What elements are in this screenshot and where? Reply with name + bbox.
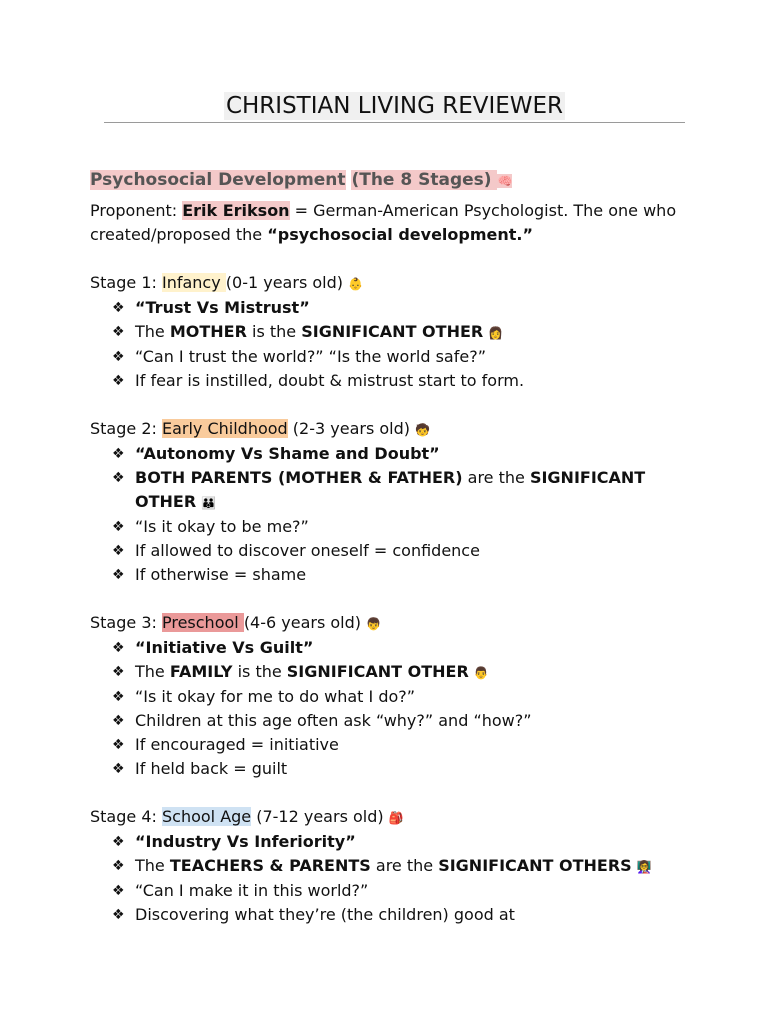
man-icon: 👨 [473, 666, 489, 680]
document-body [90, 168, 690, 927]
family-icon: 👪 [201, 496, 217, 510]
list-item: ❖ “Is it okay for me to do what I do?” [90, 685, 690, 709]
list-item: ❖ “Can I make it in this world?” [90, 879, 690, 903]
heading-part2: (The 8 Stages) [351, 170, 492, 190]
bullet-diamond-icon: ❖ [112, 446, 125, 462]
bullet-diamond-icon: ❖ [112, 373, 125, 389]
child-icon: 🧒 [415, 423, 431, 437]
list-item: ❖ If allowed to discover oneself = confidence [90, 539, 690, 563]
stage-heading [90, 271, 690, 296]
stage-label: Stage 3: [90, 613, 162, 632]
proponent-name: Erik Erikson [182, 201, 290, 220]
bullet-diamond-icon: ❖ [112, 883, 125, 899]
bullet-diamond-icon: ❖ [112, 713, 125, 729]
bullet-diamond-icon: ❖ [112, 689, 125, 705]
stage-2 [90, 417, 690, 587]
document-title: CHRISTIAN LIVING REVIEWER [225, 93, 564, 119]
bullet-diamond-icon: ❖ [112, 470, 125, 486]
stage-name: Early Childhood [161, 419, 288, 438]
title-wrap [104, 92, 685, 120]
proponent-paragraph [90, 199, 690, 247]
list-item: ❖ If encouraged = initiative [90, 733, 690, 757]
proponent-desc: = German-American Psychologist. The one who created/proposed the [90, 201, 677, 244]
list-item: ❖ “Autonomy Vs Shame and Doubt” [90, 442, 690, 466]
proponent-label: Proponent: [90, 201, 183, 220]
stage-bullets [90, 830, 690, 927]
stage-label: Stage 2: [90, 419, 162, 438]
list-item: ❖ If fear is instilled, doubt & mistrust start to form. [90, 369, 690, 393]
stage-bullets [90, 296, 690, 393]
title-divider [104, 122, 685, 123]
proponent-bold: “psychosocial development.” [267, 225, 534, 244]
bullet-diamond-icon: ❖ [112, 737, 125, 753]
backpack-icon: 🎒 [388, 811, 404, 825]
list-item: ❖ If otherwise = shame [90, 563, 690, 587]
stage-bullets [90, 636, 690, 781]
list-item: ❖ The MOTHER is the SIGNIFICANT OTHER 👩 [90, 320, 690, 345]
stage-bullets [90, 442, 690, 587]
list-item: ❖ “Is it okay to be me?” [90, 515, 690, 539]
stage-name: School Age [161, 807, 252, 826]
list-item: ❖ If held back = guilt [90, 757, 690, 781]
boy-icon: 👦 [366, 617, 382, 631]
brain-icon: 🧠 [497, 174, 513, 188]
stage-name: Preschool [161, 613, 244, 632]
list-item: ❖ “Industry Vs Inferiority” [90, 830, 690, 854]
section-heading [90, 168, 690, 193]
bullet-diamond-icon: ❖ [112, 907, 125, 923]
list-item: ❖ Children at this age often ask “why?” and “how?” [90, 709, 690, 733]
stage-label: Stage 1: [90, 273, 162, 292]
bullet-diamond-icon: ❖ [112, 664, 125, 680]
list-item: ❖ “Trust Vs Mistrust” [90, 296, 690, 320]
bullet-diamond-icon: ❖ [112, 349, 125, 365]
list-item: ❖ “Can I trust the world?” “Is the world safe?” [90, 345, 690, 369]
bullet-diamond-icon: ❖ [112, 567, 125, 583]
stage-age: (7-12 years old) [251, 807, 384, 826]
bullet-diamond-icon: ❖ [112, 543, 125, 559]
teacher-icon: 👩‍🏫 [636, 860, 652, 874]
stage-age: (2-3 years old) [287, 419, 411, 438]
stage-4 [90, 805, 690, 927]
stage-3 [90, 611, 690, 781]
bullet-diamond-icon: ❖ [112, 834, 125, 850]
stage-age: (0-1 years old) [225, 273, 343, 292]
stage-age: (4-6 years old) [243, 613, 362, 632]
stage-heading [90, 805, 690, 830]
stage-1 [90, 271, 690, 393]
stage-heading [90, 417, 690, 442]
list-item: ❖ The FAMILY is the SIGNIFICANT OTHER 👨 [90, 660, 690, 685]
bullet-diamond-icon: ❖ [112, 640, 125, 656]
stage-heading [90, 611, 690, 636]
bullet-diamond-icon: ❖ [112, 858, 125, 874]
stage-name: Infancy [161, 273, 226, 292]
list-item: ❖ Discovering what they’re (the children) good at [90, 903, 690, 927]
heading-part1: Psychosocial Development [90, 170, 346, 190]
bullet-diamond-icon: ❖ [112, 300, 125, 316]
bullet-diamond-icon: ❖ [112, 519, 125, 535]
stage-label: Stage 4: [90, 807, 162, 826]
bullet-diamond-icon: ❖ [112, 324, 125, 340]
list-item: ❖ The TEACHERS & PARENTS are the SIGNIFICANT OTHERS 👩‍🏫 [90, 854, 690, 879]
list-item: ❖ BOTH PARENTS (MOTHER & FATHER) are the SIGNIFICANT OTHER 👪 [112, 468, 646, 511]
baby-icon: 👶 [348, 277, 364, 291]
bullet-diamond-icon: ❖ [112, 761, 125, 777]
woman-icon: 👩 [488, 326, 504, 340]
list-item: ❖ “Initiative Vs Guilt” [90, 636, 690, 660]
